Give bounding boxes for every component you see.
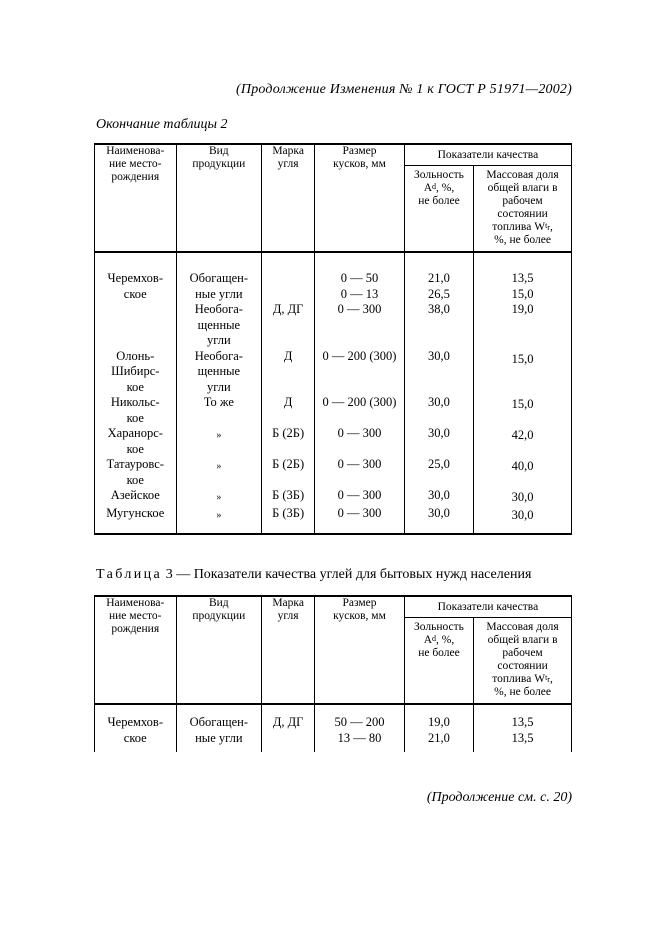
header-grade: Марка угля xyxy=(262,144,315,252)
grade-cell: Д xyxy=(262,349,315,396)
header-ash: Зольность $A^d$, %, не более xyxy=(404,618,473,705)
moisture-cell: 30,0 xyxy=(474,488,572,506)
ash-cell: 30,0 xyxy=(404,395,473,426)
header-quality: Показатели качества xyxy=(404,596,571,618)
table-row xyxy=(95,271,572,349)
product-cell: » xyxy=(176,457,262,488)
product-cell: Необога- щенные угли xyxy=(176,349,262,396)
size-cell: 0 — 50 0 — 13 0 — 300 xyxy=(315,271,405,349)
moisture-cell: 15,0 xyxy=(474,395,572,426)
grade-cell: Б (3Б) xyxy=(262,506,315,524)
product-cell: Обогащен- ные угли Необога- щенные угли xyxy=(176,271,262,349)
header-ash: Зольность $A^d$, %, не более xyxy=(404,166,473,253)
product-cell: » xyxy=(176,506,262,524)
table2 xyxy=(94,143,572,535)
moisture-cell: 30,0 xyxy=(474,506,572,524)
ash-cell: 30,0 xyxy=(404,488,473,506)
size-cell: 0 — 200 (300) xyxy=(315,349,405,396)
header-moisture: Массовая доля общей влаги в рабочем состоянии топлива $W^tr$, %, не более xyxy=(474,166,572,253)
table-row xyxy=(95,506,572,524)
grade-cell: Б (2Б) xyxy=(262,426,315,457)
deposit-cell: Олонь- Шибирс- кое xyxy=(95,349,177,396)
header-quality: Показатели качества xyxy=(404,144,571,166)
ash-cell: 21,0 26,5 38,0 xyxy=(404,271,473,349)
table-row xyxy=(95,395,572,426)
size-cell: 50 — 200 13 — 80 xyxy=(315,715,405,746)
product-cell: » xyxy=(176,488,262,506)
page-continuation-header: (Продолжение Изменения № 1 к ГОСТ Р 51971—2002) xyxy=(236,82,572,97)
header-deposit: Наименова- ние место- рождения xyxy=(95,144,177,252)
table3 xyxy=(94,595,572,752)
header-size: Размер кусков, мм xyxy=(315,144,405,252)
header-grade: Марка угля xyxy=(262,596,315,704)
deposit-cell: Черемхов- ское xyxy=(95,715,177,746)
grade-cell: Д, ДГ xyxy=(262,715,315,746)
ash-cell: 19,0 21,0 xyxy=(404,715,473,746)
deposit-cell: Черемхов- ское xyxy=(95,271,177,349)
header-product: Вид продукции xyxy=(176,144,262,252)
deposit-cell: Татауровс- кое xyxy=(95,457,177,488)
moisture-cell: 13,5 15,0 19,0 xyxy=(474,271,572,349)
grade-cell: Б (2Б) xyxy=(262,457,315,488)
header-size: Размер кусков, мм xyxy=(315,596,405,704)
size-cell: 0 — 200 (300) xyxy=(315,395,405,426)
size-cell: 0 — 300 xyxy=(315,426,405,457)
header-deposit: Наименова- ние место- рождения xyxy=(95,596,177,704)
grade-cell: Б (3Б) xyxy=(262,488,315,506)
header-moisture: Массовая доля общей влаги в рабочем состоянии топлива $W^tr$, %, не более xyxy=(474,618,572,705)
product-cell: Обогащен- ные угли xyxy=(176,715,262,746)
moisture-cell: 15,0 xyxy=(474,349,572,396)
header-product: Вид продукции xyxy=(176,596,262,704)
ash-cell: 30,0 xyxy=(404,426,473,457)
moisture-cell: 40,0 xyxy=(474,457,572,488)
moisture-cell: 42,0 xyxy=(474,426,572,457)
ash-cell: 30,0 xyxy=(404,506,473,524)
grade-cell: Д, ДГ xyxy=(262,271,315,349)
deposit-cell: Никольс- кое xyxy=(95,395,177,426)
size-cell: 0 — 300 xyxy=(315,506,405,524)
page-continuation-footer: (Продолжение см. с. 20) xyxy=(426,790,572,805)
deposit-cell: Мугунское xyxy=(95,506,177,524)
table-row xyxy=(95,426,572,457)
moisture-cell: 13,5 13,5 xyxy=(474,715,572,746)
product-cell: То же xyxy=(176,395,262,426)
ash-cell: 25,0 xyxy=(404,457,473,488)
size-cell: 0 — 300 xyxy=(315,488,405,506)
grade-cell: Д xyxy=(262,395,315,426)
table-row xyxy=(95,349,572,396)
size-cell: 0 — 300 xyxy=(315,457,405,488)
table-row xyxy=(95,488,572,506)
deposit-cell: Азейское xyxy=(95,488,177,506)
product-cell: » xyxy=(176,426,262,457)
deposit-cell: Харанорс- кое xyxy=(95,426,177,457)
ash-cell: 30,0 xyxy=(404,349,473,396)
table3-caption: Таблица 3 — Показатели качества углей для бытовых нужд населения xyxy=(96,567,532,582)
table2-caption: Окончание таблицы 2 xyxy=(96,117,228,132)
table-row xyxy=(95,457,572,488)
table-row xyxy=(95,715,572,746)
